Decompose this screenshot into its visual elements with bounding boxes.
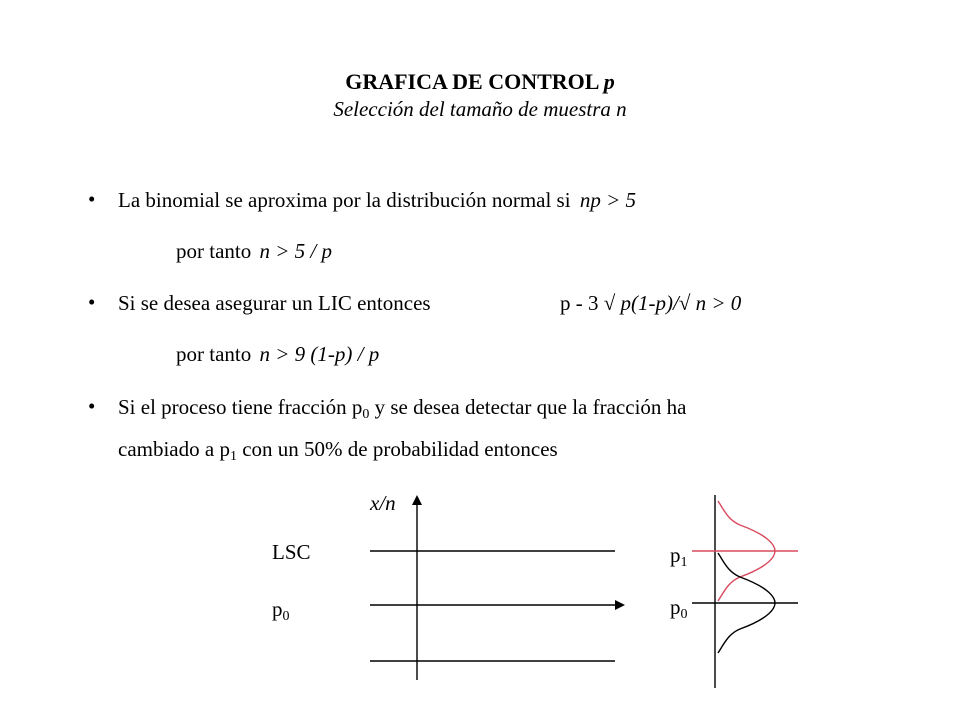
subline-1-formula: n > 5 / p xyxy=(259,239,332,263)
p0-right-sub: 0 xyxy=(680,607,688,622)
bullet-2-formula xyxy=(560,290,741,316)
p1-normal-curve xyxy=(718,501,775,601)
p0-left-base: p xyxy=(272,597,283,621)
bullet-3-text-4: con un 50% de probabilidad entonces xyxy=(236,437,558,461)
p0-left-sub: 0 xyxy=(282,609,290,624)
bullet-1-formula: np > 5 xyxy=(579,188,636,212)
bullet-marker: • xyxy=(88,187,96,211)
bullet-3-text-2: y se desea detectar que la fracción ha xyxy=(369,395,687,419)
subline-2 xyxy=(176,341,379,367)
axis-label-xn: x/n xyxy=(370,491,396,515)
slide-title xyxy=(0,68,960,96)
subline-2-prefix: por tanto xyxy=(176,342,252,366)
bullet-3-text-1: Si el proceso tiene fracción p xyxy=(118,395,363,419)
bullet-1 xyxy=(118,187,636,213)
title-text: GRAFICA DE CONTROL xyxy=(345,69,599,94)
bullet-3-sub-0: 0 xyxy=(362,407,370,422)
p0-right-base: p xyxy=(670,595,681,619)
bullet-marker: • xyxy=(88,394,96,418)
bullet-1-text: La binomial se aproxima por la distribución normal si xyxy=(118,188,571,212)
title-block xyxy=(0,68,960,122)
p0-normal-curve xyxy=(718,553,775,653)
bullet-3-line-1 xyxy=(118,394,686,420)
p0-label-left xyxy=(272,597,290,624)
bullet-2-formula-a: p - 3 √ xyxy=(560,291,616,315)
bullet-3-line-2 xyxy=(118,436,558,462)
p0-label-right xyxy=(670,595,688,622)
bullet-2 xyxy=(118,290,431,316)
bullet-3-sub-1: 1 xyxy=(229,449,237,464)
subline-2-formula: n > 9 (1-p) / p xyxy=(259,342,380,366)
p1-right-base: p xyxy=(670,543,681,567)
subline-1 xyxy=(176,238,332,264)
p1-label-right xyxy=(670,543,688,570)
p1-right-sub: 1 xyxy=(680,555,688,570)
title-variable: p xyxy=(603,69,615,94)
subline-1-prefix: por tanto xyxy=(176,239,252,263)
bullet-2-formula-b: p(1-p)/√ n > 0 xyxy=(620,291,742,315)
bullet-3-text-3: cambiado a p xyxy=(118,437,230,461)
lsc-label: LSC xyxy=(272,540,311,564)
bullet-2-text: Si se desea asegurar un LIC entonces xyxy=(118,291,431,315)
bullet-marker: • xyxy=(88,290,96,314)
slide-subtitle: Selección del tamaño de muestra n xyxy=(333,97,627,121)
